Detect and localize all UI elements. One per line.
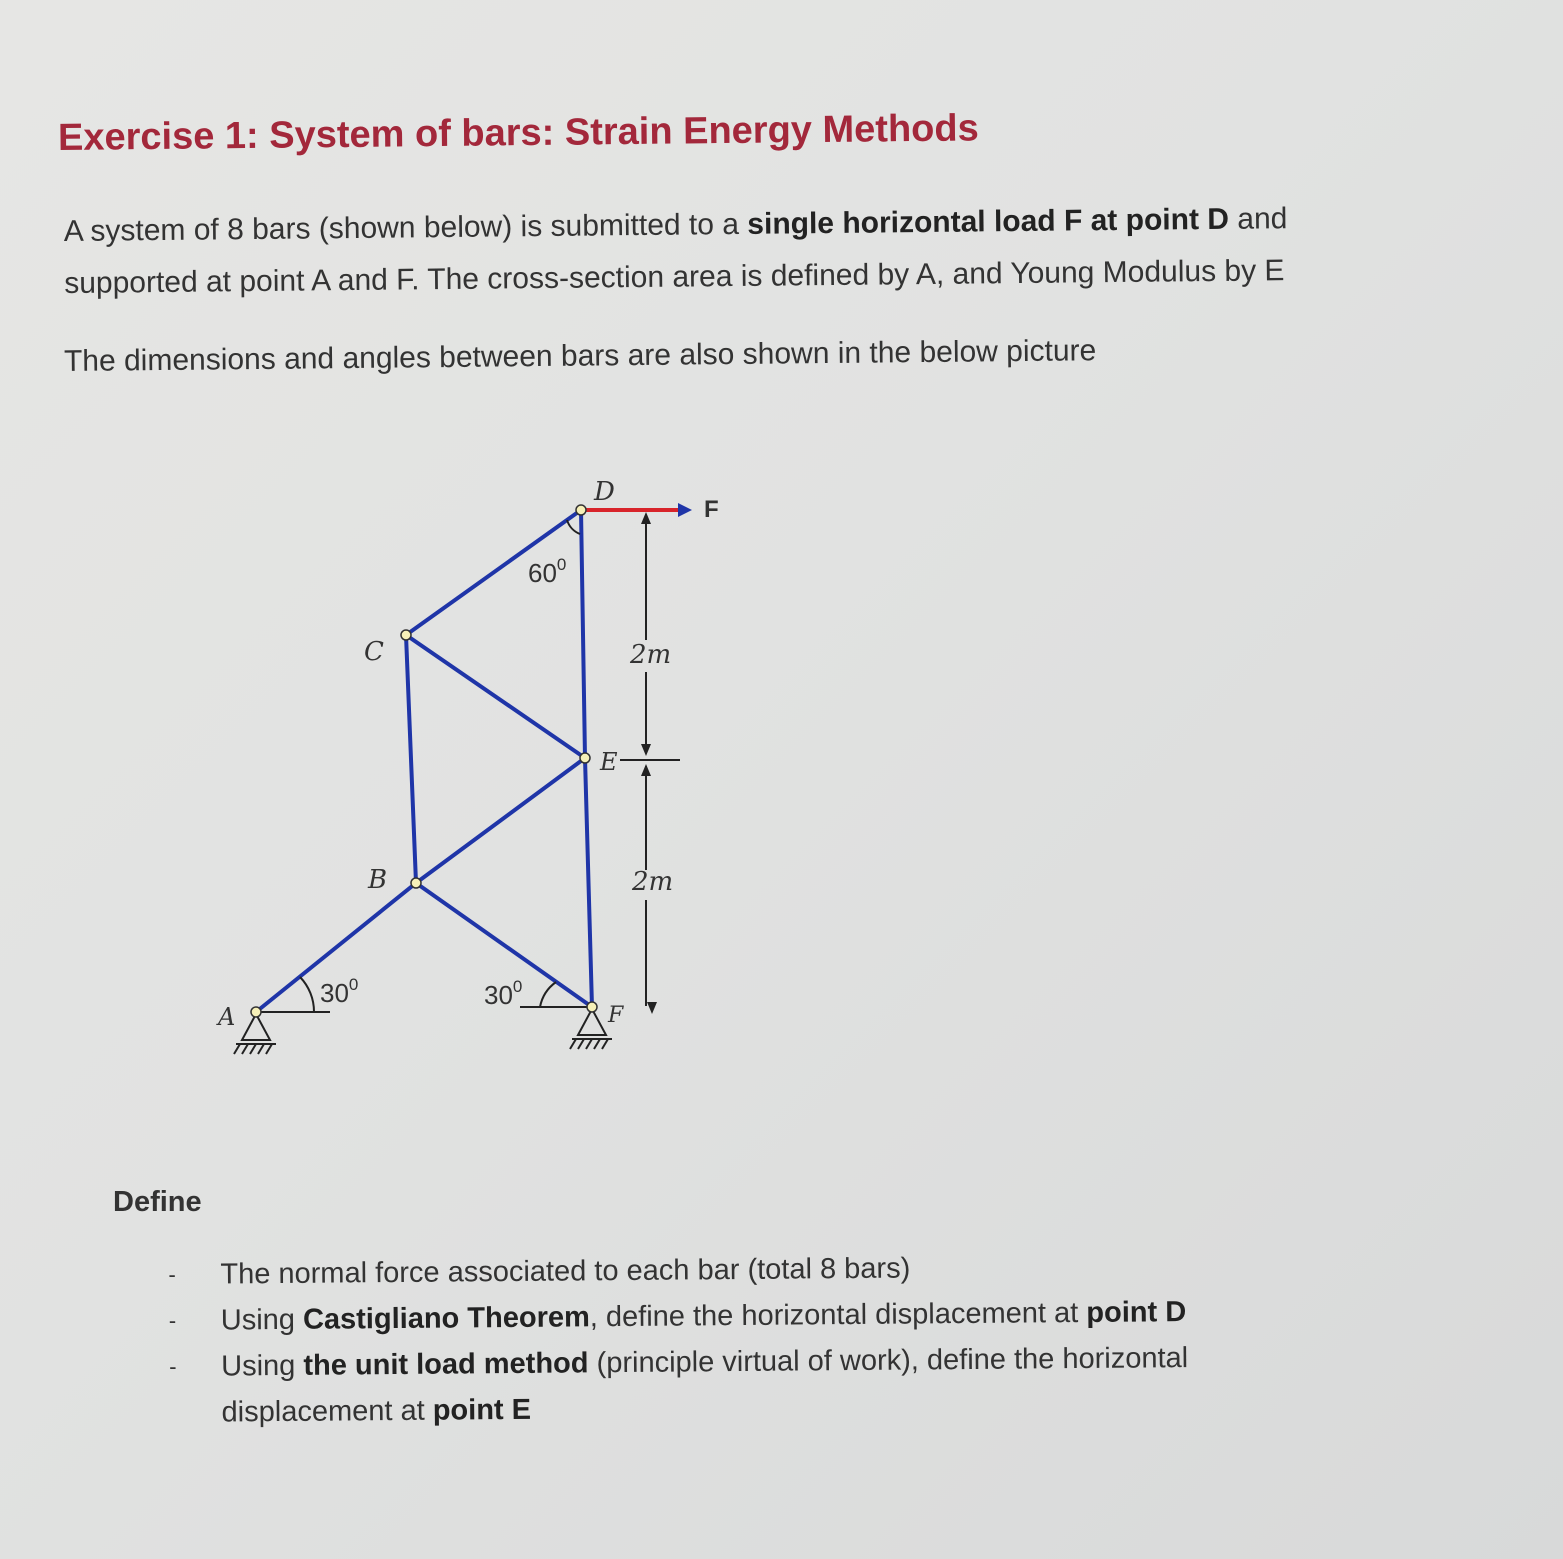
angle-F-value: 30 [484,980,513,1010]
intro-paragraph [63,192,1424,310]
angle-D-value: 60 [528,558,557,588]
node-label-D: D [594,477,615,507]
page-title: Exercise 1: System of bars: Strain Energy Methods [57,107,979,160]
angle-A-label [320,975,358,1008]
dimension-upper-label: 2m [630,640,672,670]
task-text-start: Using [221,1349,304,1383]
intro-text-end: and supported at point A and F. The cross-section area is defined by A, and Young Modulus by E [64,202,1288,300]
task-list [164,1242,1286,1436]
node-C [401,630,411,640]
angle-D-label [528,555,566,588]
node-A [251,1007,261,1017]
dimension-lines [620,512,680,1014]
list-dash: - [168,1261,176,1287]
bar-EF [585,758,592,1007]
node-label-C: C [364,637,384,667]
node-label-B: B [368,865,388,895]
task-text-middle: , define the horizontal displacement at [589,1296,1087,1334]
node-label-F: F [608,1003,624,1028]
task-text-bold-end: point D [1086,1296,1187,1329]
intro-text-bold: single horizontal load F at point D [747,202,1230,241]
task-text-start: Using [220,1303,304,1337]
bar-CE [406,635,585,758]
bar-BE [416,758,585,883]
node-label-A: A [218,1003,236,1031]
bar-DE [581,510,585,758]
node-D [576,505,586,515]
task-text: The normal force associated to each bar (total 8 bars) [220,1252,911,1291]
node-label-E: E [600,748,618,776]
node-F [587,1002,597,1012]
node-E [580,753,590,763]
task-text-bold: Castigliano Theorem [302,1301,590,1336]
task-text-bold: the unit load method [303,1347,589,1382]
intro-text-start: A system of 8 bars (shown below) is submitted to a [63,207,748,249]
support-F [570,1009,612,1049]
list-dash: - [168,1307,177,1333]
bar-BC [406,635,416,883]
define-heading: Define [113,1186,202,1218]
node-B [411,878,421,888]
load-label: F [704,496,719,523]
angle-A-value: 30 [320,978,349,1008]
angle-F-label [484,977,522,1010]
task-text-bold-end: point E [432,1393,532,1427]
angle-arcs [256,520,592,1012]
task-item [165,1334,1286,1436]
dimensions-note: The dimensions and angles between bars are also shown in the below picture [63,334,1097,378]
task-text-middle: (principle virtual of work), define the horizontal displacement at [221,1342,1189,1429]
angle-D-degree: 0 [556,555,567,574]
support-A [234,1014,276,1054]
angle-F-degree: 0 [512,977,523,996]
truss-diagram [200,460,760,1080]
dimension-lower-label: 2m [632,867,674,897]
angle-A-degree: 0 [348,975,359,994]
list-dash: - [169,1353,177,1379]
